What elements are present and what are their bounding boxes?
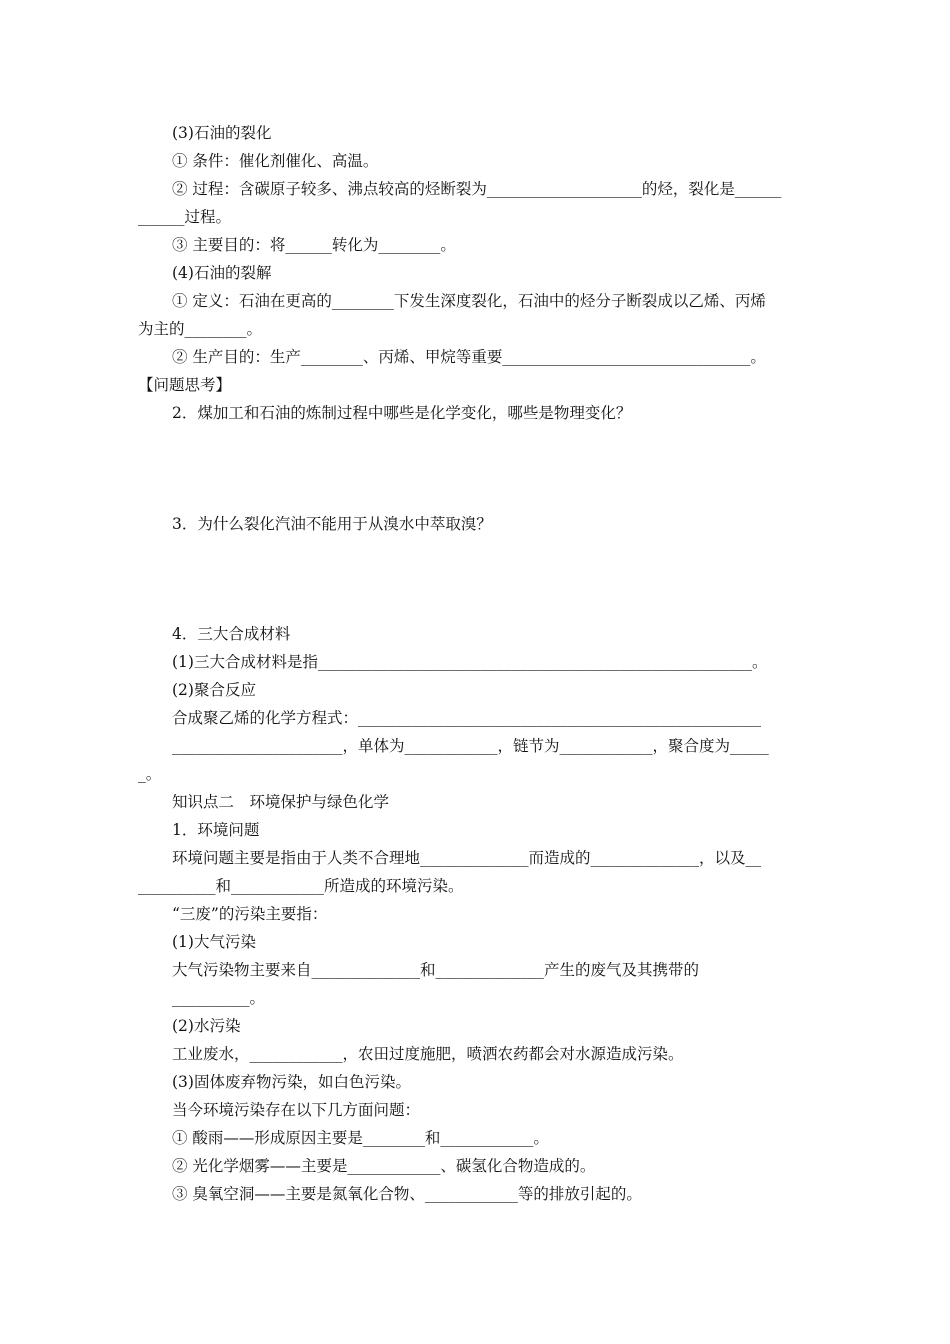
photochemical-smog-text: ② 光化学烟雾——主要是____________、碳氢化合物造成的。 (172, 1157, 596, 1175)
acid-rain-text: ① 酸雨——形成原因主要是________和____________。 (172, 1129, 549, 1147)
cracking-process: ② 过程：含碳原子较多、沸点较高的烃断裂为____________________的烃，裂化是______ (172, 180, 782, 198)
monomer-line-cont: _。 (138, 765, 162, 783)
three-wastes-intro: “三废”的污染主要指： (172, 905, 328, 923)
water-pollution-text: 工业废水，____________，农田过度施肥，喷洒农药都会对水源造成污染。 (172, 1045, 684, 1063)
cracking-conditions: ① 条件：催化剂催化、高温。 (172, 152, 379, 170)
ozone-hole-text: ③ 臭氧空洞——主要是氮氧化合物、____________等的排放引起的。 (172, 1185, 642, 1203)
environment-problem-text-cont: __________和____________所造成的环境污染。 (138, 877, 464, 895)
polyethylene-equation: 合成聚乙烯的化学方程式：____________________________________________________ (172, 709, 762, 727)
knowledge-point-2-heading: 知识点二 环境保护与绿色化学 (172, 793, 390, 811)
air-pollution-text: 大气污染物主要来自______________和______________产生的废气及其携带的 (172, 961, 700, 979)
cracking-purpose: ③ 主要目的：将______转化为________。 (172, 236, 456, 254)
synthetic-materials-list: (1)三大合成材料是指________________________________________________________。 (172, 653, 768, 671)
environment-problem-heading: 1．环境问题 (172, 821, 260, 839)
synthetic-materials-heading: 4．三大合成材料 (172, 625, 291, 643)
subsection-pyrolysis: (4)石油的裂解 (172, 264, 272, 282)
environment-problem-text: 环境问题主要是指由于人类不合理地______________而造成的______________，以及__ (172, 849, 762, 867)
pyrolysis-purpose: ② 生产目的：生产________、丙烯、甲烷等重要________________________________。 (172, 348, 766, 366)
pyrolysis-definition: ① 定义：石油在更高的________下发生深度裂化，石油中的烃分子断裂成以乙烯、丙烯 (172, 292, 766, 310)
water-pollution-heading: (2)水污染 (172, 1017, 241, 1035)
cracking-process-cont: ______过程。 (138, 208, 232, 226)
question-heading: 【问题思考】 (138, 376, 232, 394)
air-pollution-text-cont: __________。 (172, 989, 266, 1007)
question-2: 2．煤加工和石油的炼制过程中哪些是化学变化，哪些是物理变化？ (172, 404, 632, 422)
air-pollution-heading: (1)大气污染 (172, 933, 256, 951)
pyrolysis-definition-cont: 为主的________。 (138, 320, 263, 338)
polymerization-heading: (2)聚合反应 (172, 681, 256, 699)
question-3: 3．为什么裂化汽油不能用于从溴水中萃取溴？ (172, 515, 492, 533)
subsection-cracking: (3)石油的裂化 (172, 124, 272, 142)
solid-waste-text: (3)固体废弃物污染，如白色污染。 (172, 1073, 411, 1091)
current-problems-intro: 当今环境污染存在以下几方面问题： (172, 1101, 421, 1119)
monomer-line: ______________________，单体为____________，链节为____________，聚合度为_____ (172, 737, 769, 755)
